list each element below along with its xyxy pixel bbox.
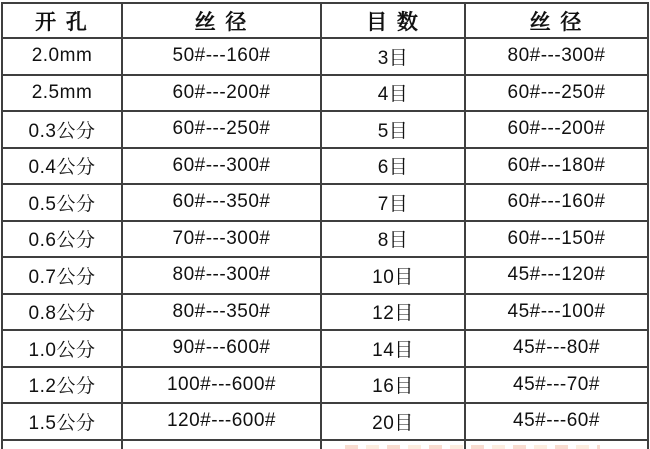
header-cell: 开 孔 <box>3 4 121 37</box>
table-cell: 5目 <box>322 112 464 147</box>
table-cell: 1.5公分 <box>3 404 121 439</box>
table-cell-partial <box>3 441 121 449</box>
table-cell: 0.3公分 <box>3 112 121 147</box>
table-cell: 45#---100# <box>466 295 647 330</box>
table-cell: 70#---300# <box>123 222 320 257</box>
table-cell-partial <box>123 441 320 449</box>
table-cell: 90#---600# <box>123 331 320 366</box>
table-cell: 16目 <box>322 368 464 403</box>
table-cell: 2.5mm <box>3 76 121 111</box>
table-cell: 12目 <box>322 295 464 330</box>
table-cell: 6目 <box>322 149 464 184</box>
table-cell: 20目 <box>322 404 464 439</box>
table-cell: 4目 <box>322 76 464 111</box>
header-cell: 目 数 <box>322 4 464 37</box>
table-cell: 45#---120# <box>466 258 647 293</box>
table-cell: 50#---160# <box>123 39 320 74</box>
table-cell-partial <box>322 441 464 449</box>
mesh-spec-table <box>1 2 649 449</box>
table-cell: 100#---600# <box>123 368 320 403</box>
table-cell: 60#---180# <box>466 149 647 184</box>
table-cell: 45#---60# <box>466 404 647 439</box>
table-cell: 1.0公分 <box>3 331 121 366</box>
table-cell: 45#---70# <box>466 368 647 403</box>
table-cell: 0.7公分 <box>3 258 121 293</box>
table-cell: 60#---200# <box>466 112 647 147</box>
table-cell: 7目 <box>322 185 464 220</box>
table-cell: 0.5公分 <box>3 185 121 220</box>
table-cell: 3目 <box>322 39 464 74</box>
header-cell: 丝 径 <box>123 4 320 37</box>
table-cell: 10目 <box>322 258 464 293</box>
table-cell: 1.2公分 <box>3 368 121 403</box>
table-cell: 14目 <box>322 331 464 366</box>
table-cell: 60#---200# <box>123 76 320 111</box>
table-cell: 0.4公分 <box>3 149 121 184</box>
table-cell: 0.6公分 <box>3 222 121 257</box>
table-cell: 60#---350# <box>123 185 320 220</box>
table-cell-partial <box>466 441 647 449</box>
table-cell: 60#---150# <box>466 222 647 257</box>
table-cell: 60#---250# <box>466 76 647 111</box>
table-cell: 60#---250# <box>123 112 320 147</box>
table-cell: 8目 <box>322 222 464 257</box>
table-cell: 80#---350# <box>123 295 320 330</box>
table-cell: 45#---80# <box>466 331 647 366</box>
table-cell: 80#---300# <box>466 39 647 74</box>
table-cell: 0.8公分 <box>3 295 121 330</box>
table-cell: 120#---600# <box>123 404 320 439</box>
table-cell: 60#---160# <box>466 185 647 220</box>
table-cell: 60#---300# <box>123 149 320 184</box>
table-cell: 2.0mm <box>3 39 121 74</box>
header-cell: 丝 径 <box>466 4 647 37</box>
table-cell: 80#---300# <box>123 258 320 293</box>
